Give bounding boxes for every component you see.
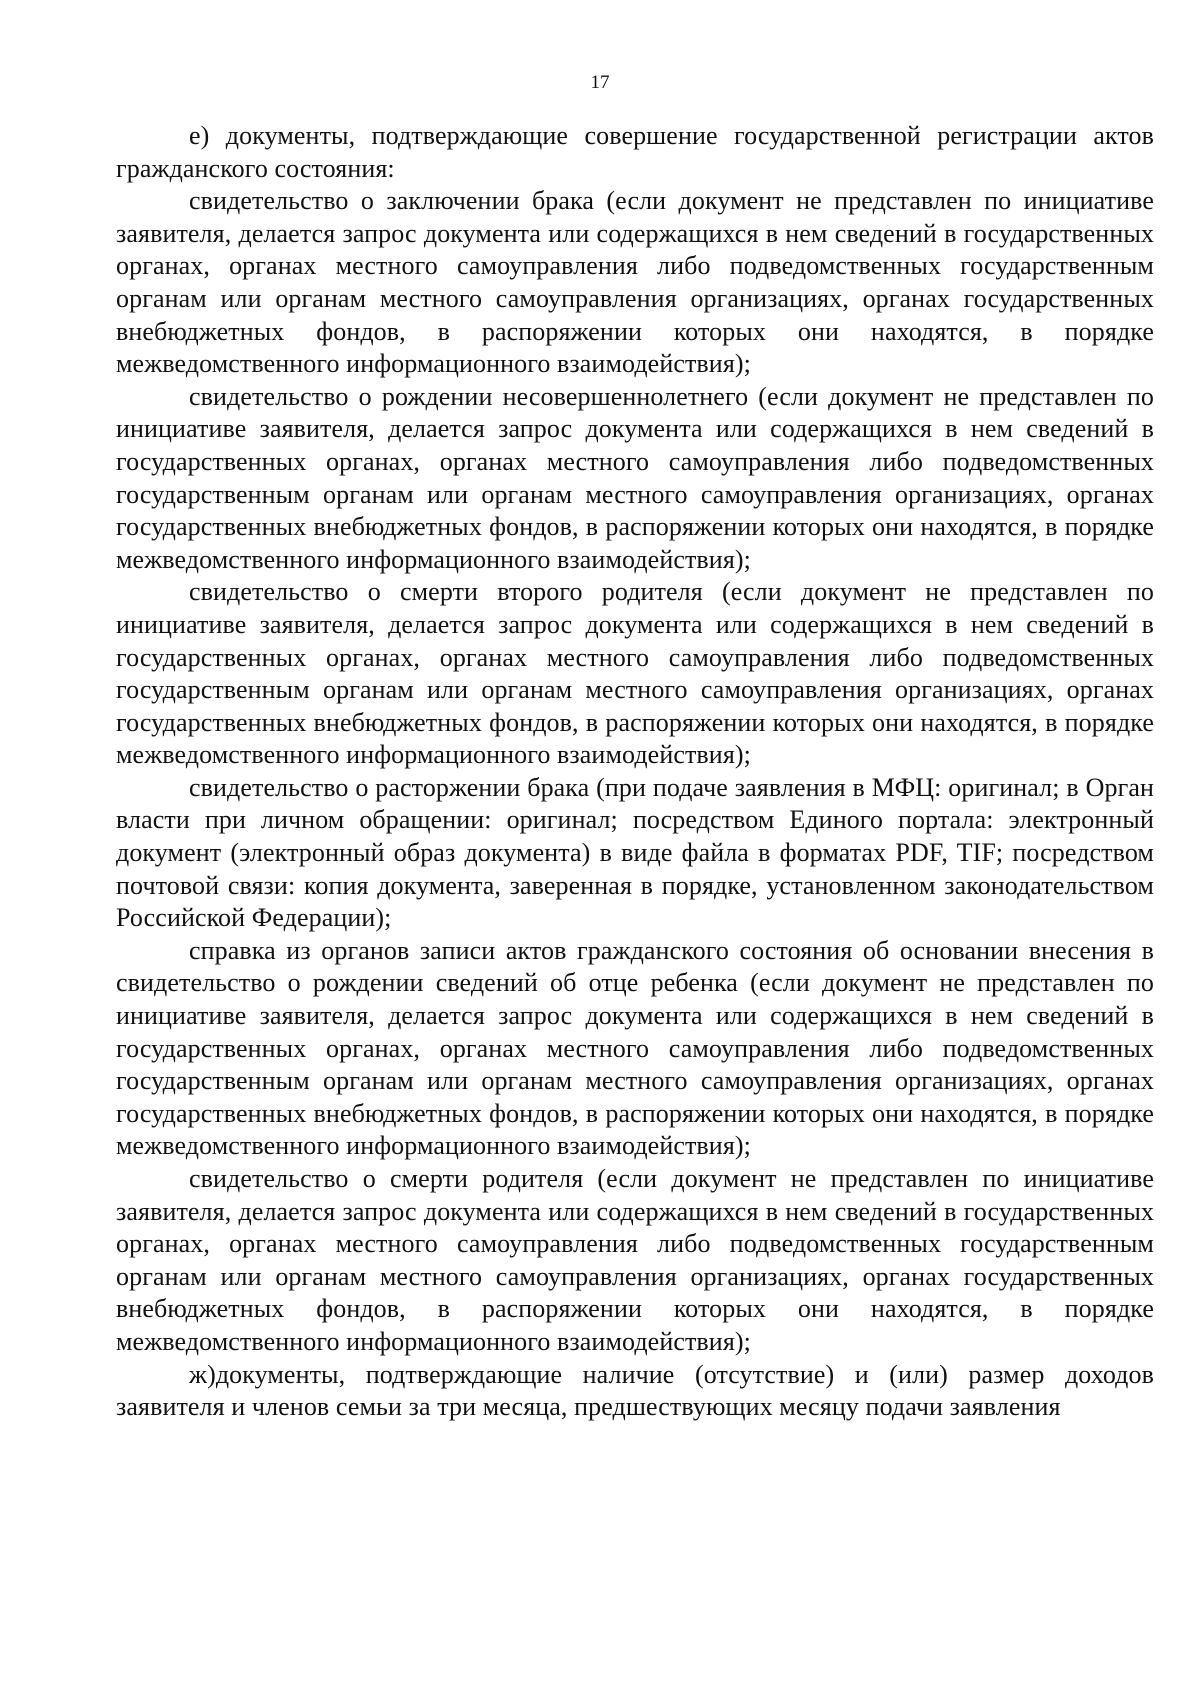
page-number: 17 [590,72,610,93]
paragraph-second-parent-death-certificate: свидетельство о смерти второго родителя (если документ не представлен по инициативе заявителя, делается запрос документа или содержащихся в нем сведений в государственных органах, органах местного самоуправления либо подведомственных государственным органам или органам местного самоуправления организациях, органах государственных внебюджетных фондов, в распоряжении которых они находятся, в порядке межведомственного информационного взаимодействия); [116,577,1154,770]
paragraph-divorce-certificate: свидетельство о расторжении брака (при подаче заявления в МФЦ: оригинал; в Орган власти при личном обращении: оригинал; посредством Единого портала: электронный документ (электронный образ документа) в виде файла в форматах PDF, TIF; посредством почтовой связи: копия документа, заверенная в порядке, установленном законодательством Российской Федерации); [116,772,1154,933]
paragraph-parent-death-certificate: свидетельство о смерти родителя (если документ не представлен по инициативе заявителя, делается запрос документа или содержащихся в нем сведений в государственных органах, органах местного самоуправления либо подведомственных государственным органам или органам местного самоуправления организациях, органах государственных внебюджетных фондов, в распоряжении которых они находятся, в порядке межведомственного информационного взаимодействия); [116,1164,1154,1356]
document-body [116,120,1154,1424]
paragraph-item-zh-income-documents: ж)документы, подтверждающие наличие (отсутствие) и (или) размер доходов заявителя и членов семьи за три месяца, предшествующих месяцу подачи заявления [116,1359,1154,1422]
paragraph-marriage-certificate: свидетельство о заключении брака (если документ не представлен по инициативе заявителя, делается запрос документа или содержащихся в нем сведений в государственных органах, органах местного самоуправления либо подведомственных государственным органам или органам местного самоуправления организациях, органах государственных внебюджетных фондов, в распоряжении которых они находятся, в порядке межведомственного информационного взаимодействия); [116,186,1154,379]
paragraph-item-e-heading: е) документы, подтверждающие совершение государственной регистрации актов гражданского состояния: [116,121,1154,183]
paragraph-birth-certificate: свидетельство о рождении несовершеннолетнего (если документ не представлен по инициативе заявителя, делается запрос документа или содержащихся в нем сведений в государственных органах, органах местного самоуправления либо подведомственных государственным органам или органам местного самоуправления организациях, органах государственных внебюджетных фондов, в распоряжении которых они находятся, в порядке межведомственного информационного взаимодействия); [116,381,1154,574]
paragraph-civil-registry-reference: справка из органов записи актов гражданского состояния об основании внесения в свидетельство о рождении сведений об отце ребенка (если документ не представлен по инициативе заявителя, делается запрос документа или содержащихся в нем сведений в государственных органах, органах местного самоуправления либо подведомственных государственным органам или органам местного самоуправления организациях, органах государственных внебюджетных фондов, в распоряжении которых они находятся, в порядке межведомственного информационного взаимодействия); [116,935,1154,1161]
